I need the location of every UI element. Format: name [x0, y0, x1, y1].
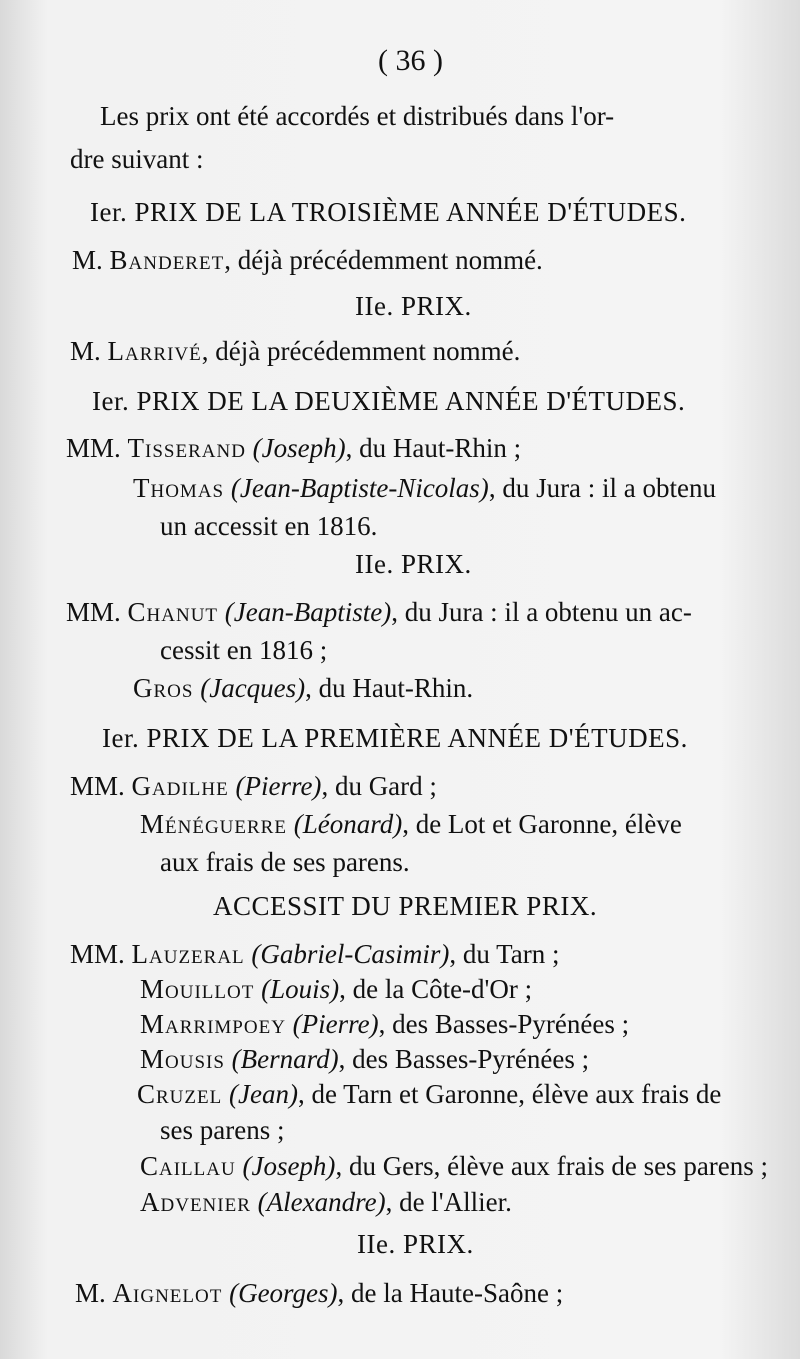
heading-first-year-second-prize: IIe. PRIX. [357, 1229, 474, 1259]
title: MM. [66, 433, 128, 463]
details: , du Haut-Rhin. [305, 673, 474, 703]
entry-caillau [140, 1150, 768, 1182]
intro-line-1: Les prix ont été accordés et distribués dans l'or- [100, 101, 615, 131]
heading-third-year-second-prize: IIe. PRIX. [355, 291, 472, 321]
entry-meneguerre [140, 808, 682, 840]
heading-accessit: ACCESSIT DU PREMIER PRIX. [213, 891, 598, 921]
entry-cruzel-cont: ses parens ; [160, 1115, 285, 1145]
heading-first-year-first-prize: Ier. PRIX DE LA PREMIÈRE ANNÉE D'ÉTUDES. [102, 723, 688, 753]
details: , du Haut-Rhin ; [345, 433, 522, 463]
title: MM. [70, 771, 132, 801]
entry-aignelot [75, 1277, 563, 1309]
heading-second-year-first-prize: Ier. PRIX DE LA DEUXIÈME ANNÉE D'ÉTUDES. [92, 386, 686, 416]
entry-gros [133, 672, 473, 704]
details: , déjà précédemment nommé. [224, 245, 543, 275]
intro-line-2: dre suivant : [70, 144, 204, 174]
entry-tisserand [66, 432, 521, 464]
surname: Chanut [127, 597, 219, 627]
given-name: (Léonard) [293, 809, 403, 839]
entry-mousis [140, 1043, 589, 1075]
title: M. [70, 336, 108, 366]
surname: Banderet [109, 245, 225, 275]
given-name: (Jean) [228, 1079, 298, 1109]
given-name: (Pierre) [292, 1009, 379, 1039]
surname: Lauzeral [131, 939, 245, 969]
details: , du Jura : il a obtenu [488, 473, 717, 503]
entry-lauzeral [70, 938, 560, 970]
title: MM. [70, 939, 132, 969]
details: , déjà précédemment nommé. [201, 336, 521, 366]
surname: Gadilhe [131, 771, 229, 801]
details: , de Tarn et Garonne, élève aux frais de [297, 1079, 722, 1109]
title: MM. [66, 597, 128, 627]
details: , des Basses-Pyrénées ; [378, 1009, 630, 1039]
surname: Gros [133, 673, 194, 703]
heading-second-year-second-prize: IIe. PRIX. [355, 549, 472, 579]
entry-thomas [133, 472, 716, 504]
given-name: (Joseph) [242, 1151, 336, 1181]
entry-chanut-cont: cessit en 1816 ; [160, 635, 328, 665]
given-name: (Pierre) [235, 771, 322, 801]
given-name: (Louis) [261, 974, 340, 1004]
entry-chanut [66, 596, 692, 628]
surname: Larrivé [107, 336, 202, 366]
entry-marrimpoey [140, 1008, 629, 1040]
page-number: ( 36 ) [378, 44, 443, 77]
surname: Ménéguerre [140, 809, 287, 839]
surname: Caillau [140, 1151, 236, 1181]
surname: Marrimpoey [140, 1009, 286, 1039]
details: , du Gers, élève aux frais de ses parens ; [335, 1151, 769, 1181]
entry-banderet [72, 244, 543, 276]
given-name: (Jean-Baptiste-Nicolas) [230, 473, 489, 503]
given-name: (Alexandre) [257, 1187, 386, 1217]
details: , du Tarn ; [449, 939, 560, 969]
surname: Cruzel [137, 1079, 223, 1109]
details: , de la Haute-Saône ; [337, 1278, 564, 1308]
details: , des Basses-Pyrénées ; [338, 1044, 590, 1074]
entry-mouillot [140, 973, 532, 1005]
surname: Mousis [140, 1044, 225, 1074]
surname: Mouillot [140, 974, 255, 1004]
entry-gadilhe [70, 770, 437, 802]
details: , du Jura : il a obtenu un ac- [391, 597, 692, 627]
given-name: (Jacques) [200, 673, 306, 703]
entry-larrive [70, 335, 520, 367]
entry-cruzel [137, 1078, 721, 1110]
given-name: (Bernard) [231, 1044, 339, 1074]
details: , du Gard ; [321, 771, 437, 801]
entry-thomas-cont: un accessit en 1816. [160, 511, 378, 541]
given-name: (Georges) [229, 1278, 338, 1308]
given-name: (Jean-Baptiste) [224, 597, 392, 627]
entry-advenier [140, 1186, 512, 1218]
surname: Aignelot [112, 1278, 223, 1308]
details: , de Lot et Garonne, élève [402, 809, 682, 839]
details: , de l'Allier. [385, 1187, 512, 1217]
entry-meneguerre-cont: aux frais de ses parens. [160, 847, 410, 877]
surname: Tisserand [127, 433, 246, 463]
given-name: (Gabriel-Casimir) [251, 939, 450, 969]
details: , de la Côte-d'Or ; [339, 974, 533, 1004]
heading-third-year-first-prize: Ier. PRIX DE LA TROISIÈME ANNÉE D'ÉTUDES. [90, 197, 687, 227]
surname: Thomas [133, 473, 225, 503]
title: M. [72, 245, 110, 275]
surname: Advenier [140, 1187, 251, 1217]
title: M. [75, 1278, 113, 1308]
given-name: (Joseph) [252, 433, 346, 463]
